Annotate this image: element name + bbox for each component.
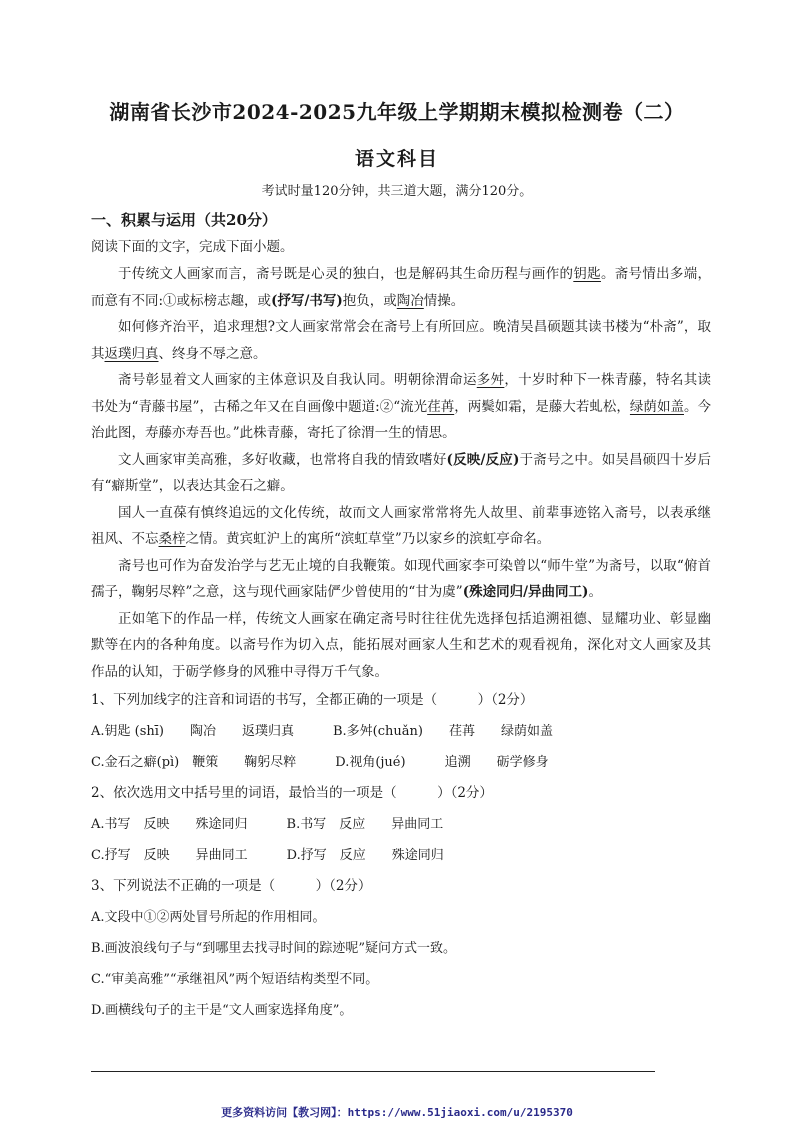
reading-instruction: 阅读下面的文字，完成下面小题。	[91, 239, 294, 255]
footer-link[interactable]: 更多资料访问【教习网】：https://www.51jiaoxi.com/u/2195370	[221, 1106, 573, 1119]
underlined-word: 返璞归真	[104, 345, 159, 362]
question-3-option-b: B.画波浪线句子与“到哪里去找寻时间的踪迹呢”疑问方式一致。	[91, 941, 456, 956]
passage-paragraph-7: 正如笔下的作品一样，传统文人画家在确定斋号时往往优先选择包括追溯祖德、显耀功业、彰显幽默等在内的各种角度。以斋号作为切入点，能拓展对画家人生和艺术的观看视角，深化对文人画家及其作品的认知，于砺学修身的风雅中寻得万千气象。	[91, 610, 712, 680]
passage-paragraph-2: 如何修齐治平，追求理想?文人画家常常会在斋号上有所回应。晚清吴昌硕题其读书楼为“朴斋”，取其返璞归真、终身不辱之意。	[91, 319, 711, 362]
passage-paragraph-3: 斋号彰显着文人画家的主体意识及自我认同。明朝徐渭命运多舛，十岁时种下一株青藤，特名其读书处为“青藤书屋”，古稀之年又在自画像中题道:②“流光荏苒，两鬓如霜，是藤大若虬松，绿荫如盖。今治此图，寿藤亦寿吾也。”此株青藤，寄托了徐渭一生的情思。	[91, 372, 712, 441]
passage-paragraph-1: 于传统文人画家而言，斋号既是心灵的独白，也是解码其生命历程与画作的钥匙。斋号情出多端，而意有不同:①或标榜志趣，或(抒写/书写)抱负，或陶冶情操。	[91, 266, 712, 309]
page-subtitle: 语文科目	[354, 148, 439, 170]
bracket-choice: (殊途同归/异曲同工)	[462, 584, 589, 600]
question-1-options-ab: A.钥匙 (shī) 陶冶 返璞归真 B.多舛(chuǎn) 荏苒 绿荫如盖	[91, 724, 553, 739]
question-3-option-d: D.画横线句子的主干是“文人画家选择角度”。	[91, 1003, 353, 1018]
section-heading: 一、积累与运用（共20分）	[91, 211, 277, 229]
page-title: 湖南省长沙市2024-2025九年级上学期期末模拟检测卷（二）	[109, 100, 685, 124]
question-3-stem: 3、下列说法不正确的一项是（ ）（2分）	[91, 878, 372, 894]
question-1-stem: 1、下列加线字的注音和词语的书写，全都正确的一项是（ ）（2分）	[91, 692, 534, 708]
passage-paragraph-4: 文人画家审美高雅，多好收藏，也常将自我的情致嗜好(反映/反应)于斋号之中。如吴昌硕四十岁后有“癖斯堂”，以表达其金石之癖。	[91, 451, 712, 494]
footer-divider	[91, 1071, 655, 1072]
underlined-word: 荏苒	[427, 398, 455, 415]
question-3-option-a: A.文段中①②两处冒号所起的作用相同。	[91, 910, 326, 925]
question-3-option-c: C.“审美高雅”“承继祖风”两个短语结构类型不同。	[91, 972, 379, 987]
underlined-word: 多舛	[476, 372, 505, 388]
question-2-stem: 2、依次选用文中括号里的词语，最恰当的一项是（ ）（2分）	[91, 785, 493, 801]
underlined-word: 钥匙	[573, 266, 601, 282]
bracket-choice: (反映/反应)	[446, 451, 520, 468]
question-2-options-ab: A.书写 反映 殊途同归 B.书写 反应 异曲同工	[91, 817, 444, 832]
exam-info: 考试时量120分钟，共三道大题，满分120分。	[261, 184, 533, 199]
underlined-word: 陶冶	[396, 292, 424, 309]
question-1-options-cd: C.金石之癖(pì) 鞭策 鞠躬尽粹 D.视角(jué) 追溯 砺学修身	[91, 755, 549, 770]
exam-body	[91, 206, 711, 1026]
passage-paragraph-5: 国人一直葆有慎终追远的文化传统，故而文人画家常常将先人故里、前辈事迹铭入斋号，以表承继祖风、不忘桑梓之情。黄宾虹沪上的寓所“滨虹草堂”乃以家乡的滨虹亭命名。	[91, 504, 711, 547]
bracket-choice: (抒写/书写)	[271, 292, 343, 309]
passage-paragraph-6: 斋号也可作为奋发治学与艺无止境的自我鞭策。如现代画家李可染曾以“师牛堂”为斋号，以取“俯首孺子，鞠躬尽粹”之意，这与现代画家陆俨少曾使用的“甘为虞”(殊途同归/异曲同工)。	[91, 557, 711, 600]
question-2-options-cd: C.抒写 反映 异曲同工 D.抒写 反应 殊途同归	[91, 848, 444, 863]
underlined-word: 桑梓	[158, 531, 186, 547]
underlined-word: 绿荫如盖	[629, 398, 684, 415]
